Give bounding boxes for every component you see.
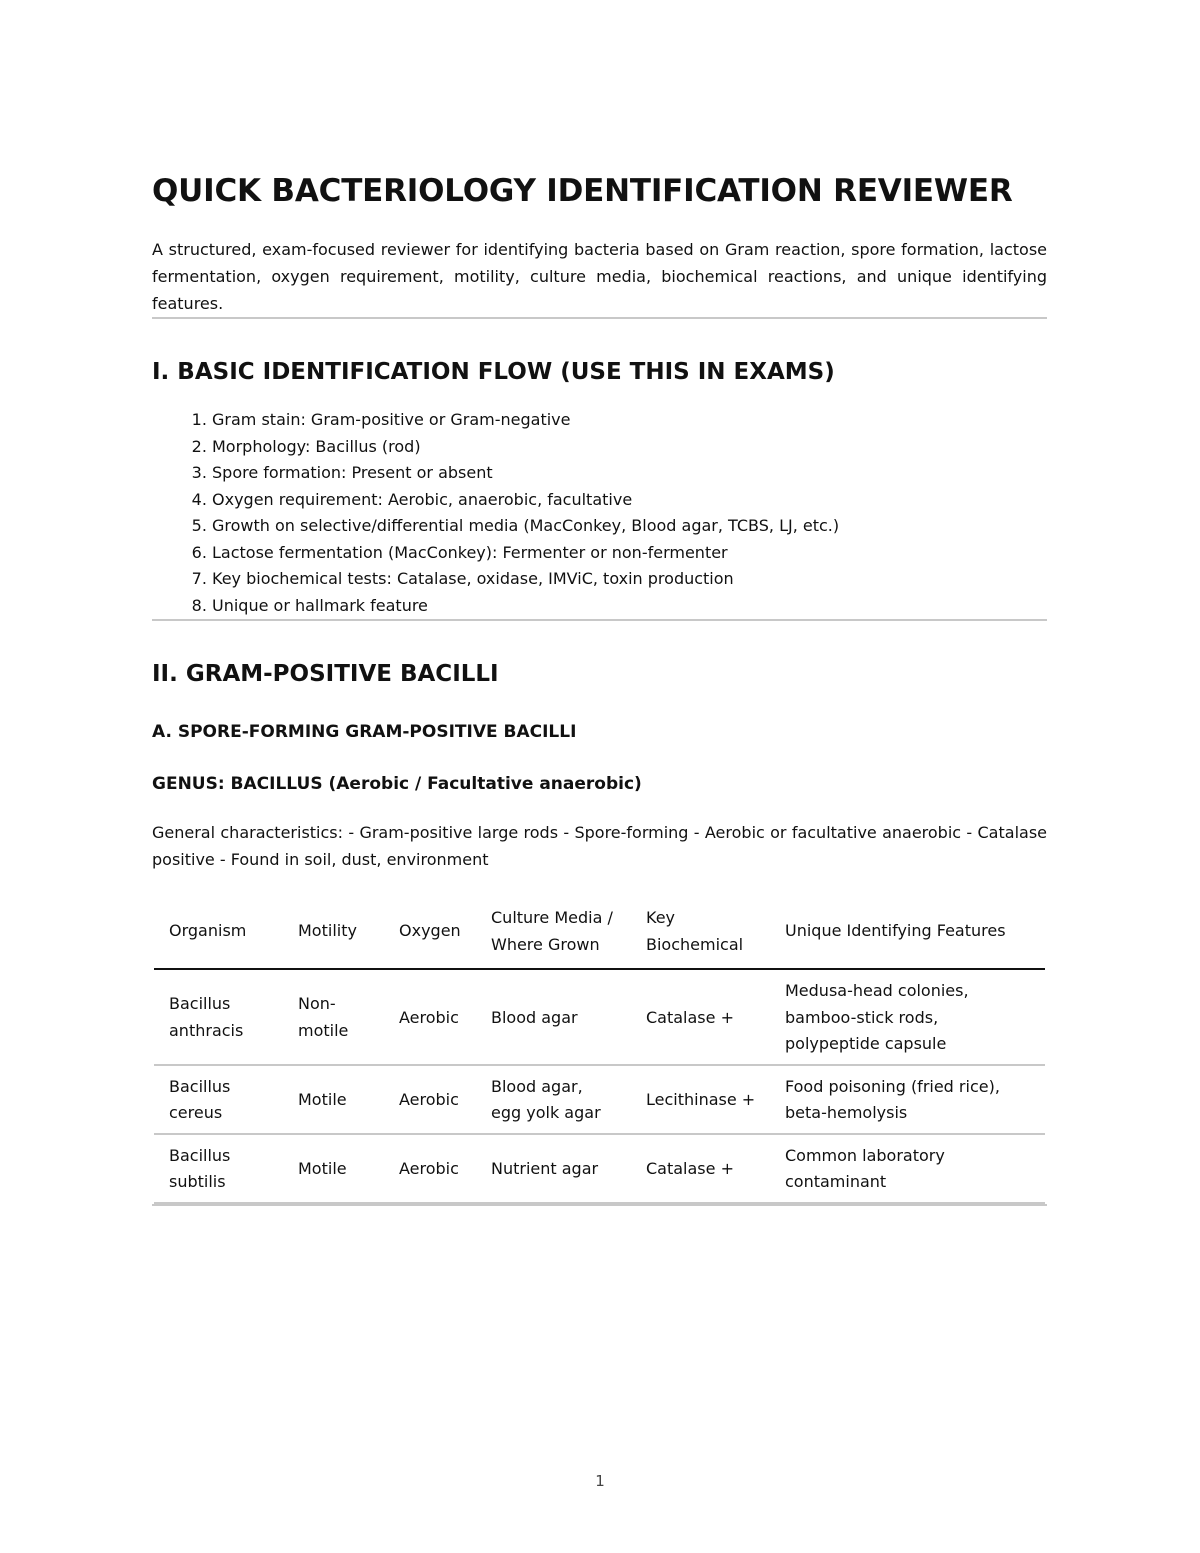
table-row [154,1065,1045,1134]
table-cell: Food poisoning (fried rice), beta-hemolysis [770,1065,1045,1134]
table-cell: Nutrient agar [476,1134,631,1203]
table-cell: Lecithinase + [631,1065,770,1134]
table-cell: Motile [283,1065,384,1134]
list-item: 2. Morphology: Bacillus (rod) [212,434,1047,461]
column-header-motility: Motility [283,901,384,969]
table-cell: Common laboratory contaminant [770,1134,1045,1203]
list-item: 3. Spore formation: Present or absent [212,460,1047,487]
column-header-oxygen: Oxygen [384,901,476,969]
table-cell: Catalase + [631,1134,770,1203]
list-item: 5. Growth on selective/differential media (MacConkey, Blood agar, TCBS, LJ, etc.) [212,513,1047,540]
table-cell: Bacillus subtilis [154,1134,283,1203]
table-cell: Catalase + [631,969,770,1065]
divider [152,619,1047,621]
list-item: 6. Lactose fermentation (MacConkey): Fermenter or non-fermenter [212,540,1047,567]
table-cell: Blood agar, egg yolk agar [476,1065,631,1134]
list-item: 1. Gram stain: Gram-positive or Gram-negative [212,407,1047,434]
table-cell: Bacillus cereus [154,1065,283,1134]
table-cell: Aerobic [384,1134,476,1203]
table-cell: Aerobic [384,969,476,1065]
section-heading-gram-positive-bacilli: II. GRAM-POSITIVE BACILLI [152,661,499,687]
table-row [154,1134,1045,1203]
subsection-heading-spore-forming: A. SPORE-FORMING GRAM-POSITIVE BACILLI [152,722,577,742]
list-item: 7. Key biochemical tests: Catalase, oxidase, IMViC, toxin production [212,566,1047,593]
table-cell: Non-motile [283,969,384,1065]
page-number: 1 [595,1472,605,1490]
list-item: 8. Unique or hallmark feature [212,593,1047,620]
identification-steps-list [152,407,1047,619]
table-cell: Bacillus anthracis [154,969,283,1065]
table-cell: Medusa-head colonies, bamboo-stick rods, polypeptide capsule [770,969,1045,1065]
column-header-unique-features: Unique Identifying Features [770,901,1045,969]
divider [152,1204,1047,1206]
table-row [154,969,1045,1065]
general-characteristics: General characteristics: - Gram-positive large rods - Spore-forming - Aerobic or facultative anaerobic - Catalase positive - Found in soil, dust, environment [152,823,1047,869]
divider [152,317,1047,319]
table-cell: Aerobic [384,1065,476,1134]
table-header-row [154,901,1045,969]
column-header-key-biochemical: Key Biochemical [631,901,770,969]
column-header-organism: Organism [154,901,283,969]
table-cell: Motile [283,1134,384,1203]
column-header-culture-media: Culture Media / Where Grown [476,901,631,969]
document-page [152,168,1047,1206]
intro-paragraph: A structured, exam-focused reviewer for identifying bacteria based on Gram reaction, spore formation, lactose fermentation, oxygen requirement, motility, culture media, biochemical reactions, and unique identifying features. [152,240,1047,313]
genus-heading: GENUS: BACILLUS (Aerobic / Facultative anaerobic) [152,774,642,794]
document-title: QUICK BACTERIOLOGY IDENTIFICATION REVIEWER [152,173,1013,209]
list-item: 4. Oxygen requirement: Aerobic, anaerobic, facultative [212,487,1047,514]
table-cell: Blood agar [476,969,631,1065]
section-heading-basic-flow: I. BASIC IDENTIFICATION FLOW (USE THIS IN EXAMS) [152,359,835,385]
organism-table [154,901,1045,1204]
